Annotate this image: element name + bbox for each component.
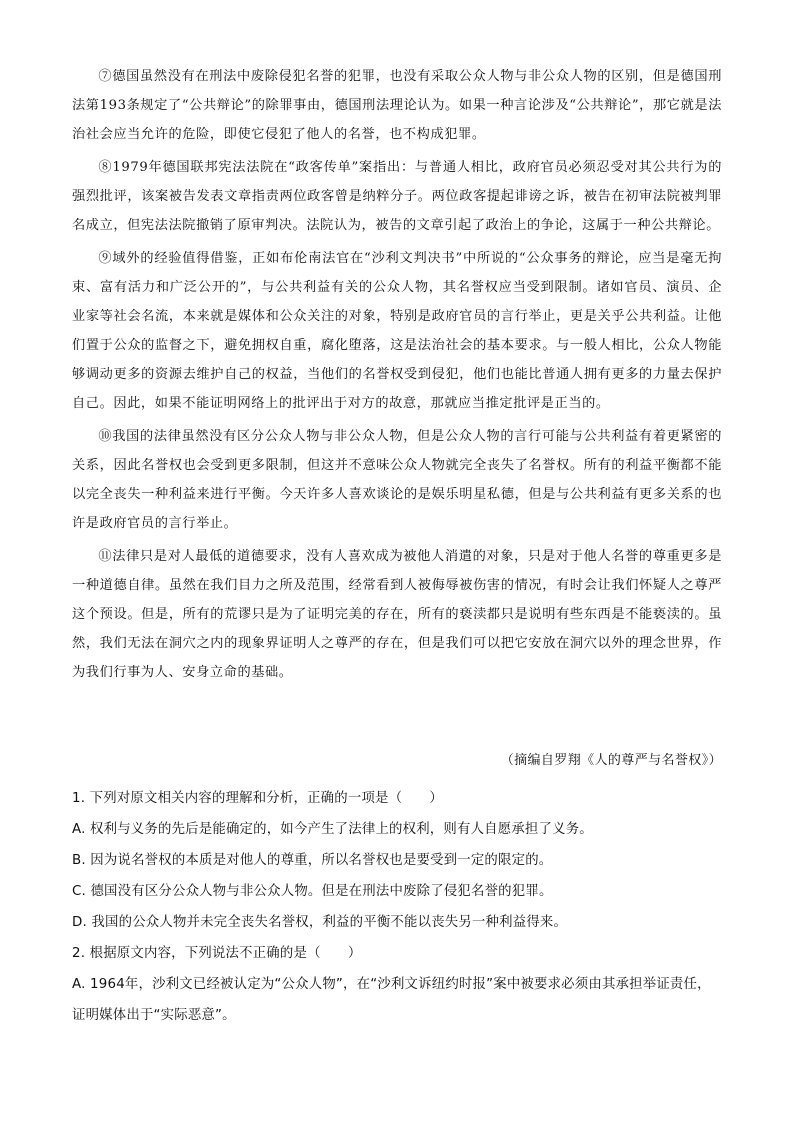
- paragraph-11: ⑪法律只是对人最低的道德要求，没有人喜欢成为被他人消遣的对象，只是对于他人名誉的尊重更多是一种道德自律。虽然在我们目力之所及范围，经常看到人被侮辱被伤害的情况，有时会让我们怀疑人之尊严这个预设。但是，所有的荒谬只是为了证明完美的存在，所有的亵渎都只是说明有些东西是不能亵渎的。虽然，我们无法在洞穴之内的现象界证明人之尊严的存在，但是我们可以把它安放在洞穴以外的理念世界，作为我们行事为人、安身立命的基础。: [72, 549, 722, 680]
- question-1-stem: 1. 下列对原文相关内容的理解和分析，正确的一项是（ ）: [72, 791, 443, 806]
- paragraph-10: ⑩我国的法律虽然没有区分公众人物与非公众人物，但是公众人物的言行可能与公共利益有着更紧密的关系，因此名誉权也会受到更多限制，但这并不意味公众人物就完全丧失了名誉权。所有的利益平衡都不能以完全丧失一种利益来进行平衡。今天许多人喜欢谈论的是娱乐明星私德，但是与公共利益有更多关系的也许是政府官员的言行举止。: [72, 429, 722, 531]
- question-1-option-b: B. 因为说名誉权的本质是对他人的尊重，所以名誉权也是要受到一定的限定的。: [72, 853, 553, 868]
- paragraph-9: ⑨域外的经验值得借鉴，正如布伦南法官在“沙利文判决书”中所说的“公众事务的辩论，应当是毫无拘束、富有活力和广泛公开的”，与公共利益有关的公众人物，其名誉权应当受到限制。诸如官员、演员、企业家等社会名流，本来就是媒体和公众关注的对象，特别是政府官员的言行举止，更是关乎公共利益。让他们置于公众的监督之下，避免拥权自重，腐化堕落，这是法治社会的基本要求。与一般人相比，公众人物能够调动更多的资源去维护自己的权益，当他们的名誉权受到侵犯，他们也能比普通人拥有更多的力量去保护自己。因此，如果不能证明网络上的批评出于对方的故意，那就应当推定批评是正当的。: [72, 251, 722, 411]
- question-2-stem: 2. 根据原文内容，下列说法不正确的是（ ）: [72, 946, 362, 961]
- question-1-option-d: D. 我国的公众人物并未完全丧失名誉权，利益的平衡不能以丧失另一种利益得来。: [72, 915, 568, 930]
- paragraph-8: ⑧1979年德国联邦宪法法院在“政客传单”案指出：与普通人相比，政府官员必须忍受对其公共行为的强烈批评，该案被告发表文章指责两位政客曾是纳粹分子。两位政客提起诽谤之诉，被告在初审法院被判罪名成立，但宪法法院撤销了原审判决。法院认为，被告的文章引起了政治上的争论，这属于一种公共辩论。: [72, 160, 722, 233]
- paragraph-7: ⑦德国虽然没有在刑法中废除侵犯名誉的犯罪，也没有采取公众人物与非公众人物的区别，但是德国刑法第193条规定了“公共辩论”的除罪事由，德国刑法理论认为。如果一种言论涉及“公共辩论”，那它就是法治社会应当允许的危险，即使它侵犯了他人的名誉，也不构成犯罪。: [72, 69, 722, 142]
- question-2-option-a: A. 1964年，沙利文已经被认定为“公众人物”，在“沙利文诉纽约时报”案中被要求必须由其承担举证责任，证明媒体出于“实际恶意”。: [72, 977, 711, 1023]
- questions-section: [72, 783, 722, 1031]
- passage-source: （摘编自罗翔《人的尊严与名誉权》）: [500, 753, 722, 768]
- question-1-option-c: C. 德国没有区分公众人物与非公众人物。但是在刑法中废除了侵犯名誉的犯罪。: [72, 884, 553, 899]
- passage-body: [72, 62, 722, 691]
- question-1-option-a: A. 权利与义务的先后是能确定的，如今产生了法律上的权利，则有人自愿承担了义务。: [72, 822, 593, 837]
